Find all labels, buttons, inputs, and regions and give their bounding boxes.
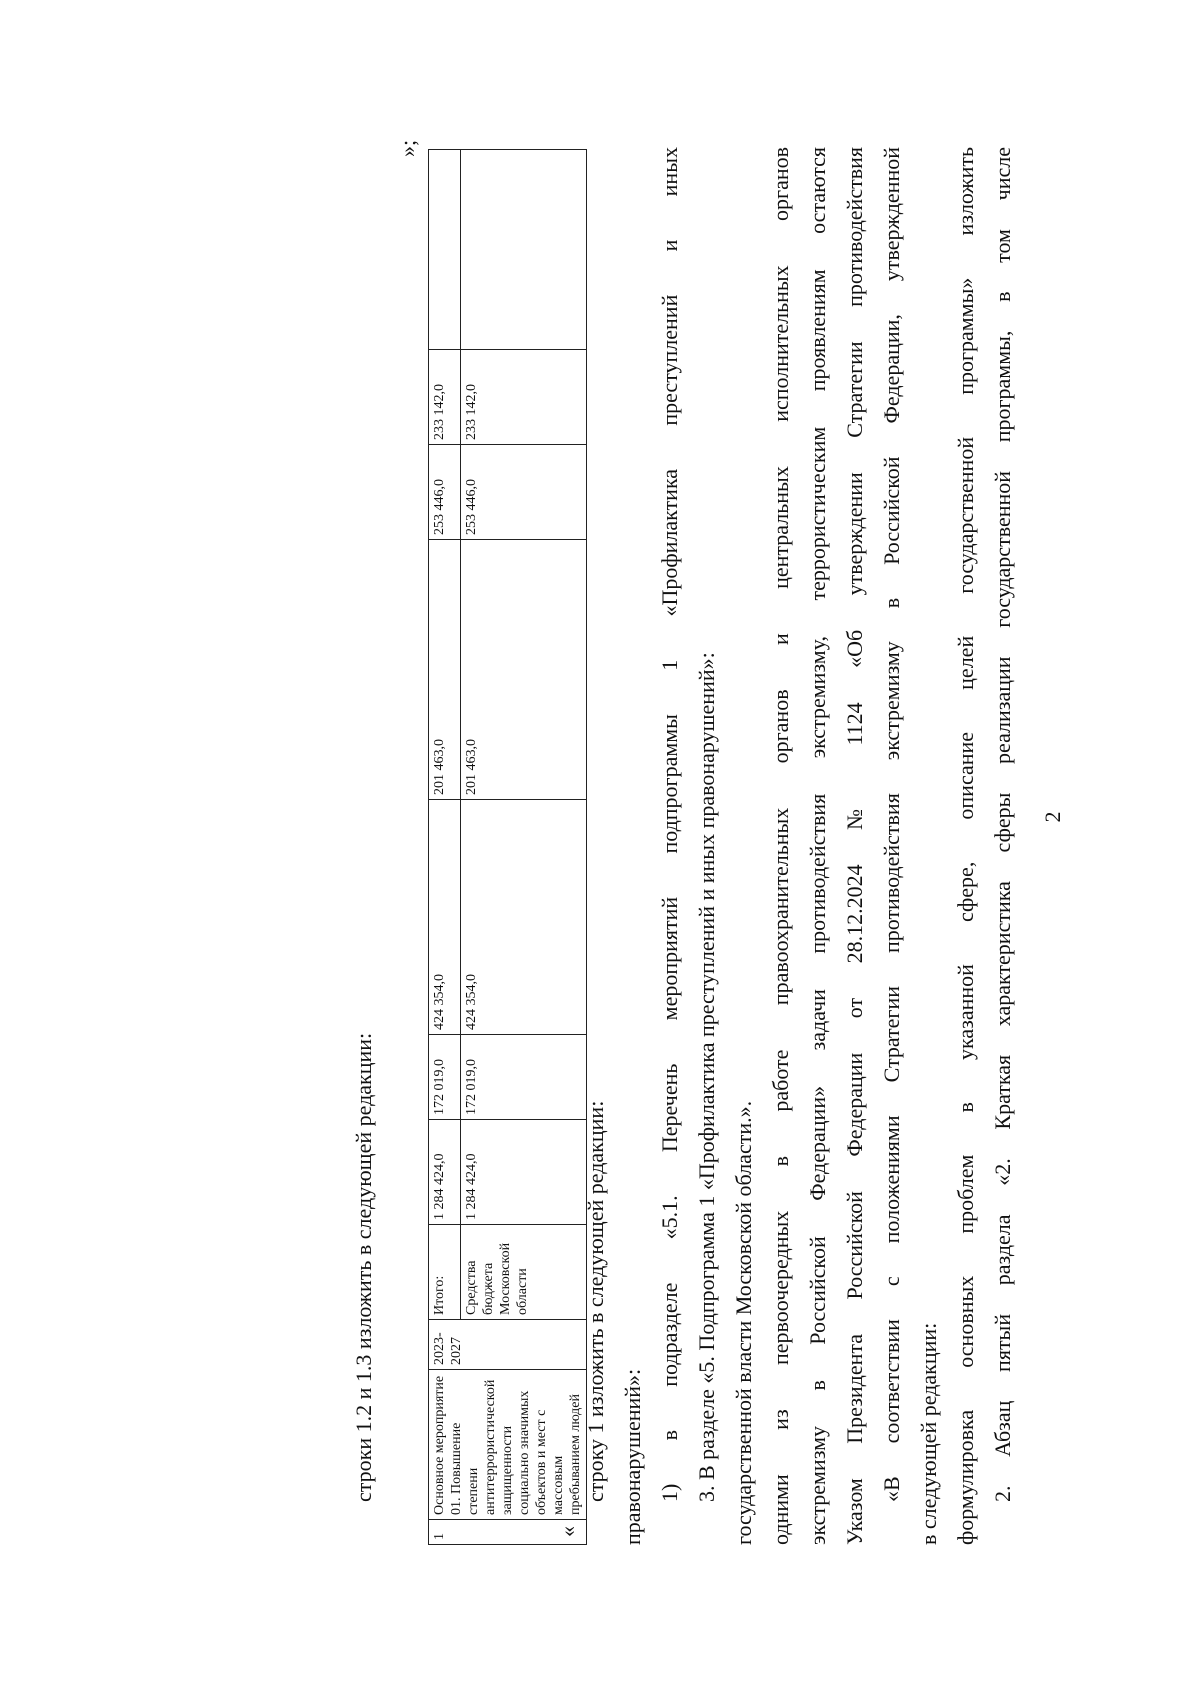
paragraph-2-line-1: 2. Абзац пятый раздела «2. Краткая характеристика сферы реализации государственной программы, в том числе — [990, 147, 1015, 1502]
total-value-all: 1 284 424,0 — [429, 1120, 461, 1225]
row-number: 1 — [429, 1520, 587, 1545]
total-value-2026: 253 446,0 — [429, 445, 461, 540]
budget-label: Средства бюджета Московской области — [461, 1225, 587, 1320]
budget-value-2027: 233 142,0 — [461, 350, 587, 445]
closing-quote: »; — [395, 139, 420, 157]
row-1-instruction: строку 1 изложить в следующей редакции: — [583, 1100, 608, 1502]
paragraph-3-line-1: 3. В разделе «5. Подпрограмма 1 «Профилактика преступлений и иных правонарушений»: — [694, 652, 719, 1502]
budget-value-2025: 201 463,0 — [461, 540, 587, 800]
period: 2023-2027 — [429, 1320, 587, 1370]
quote-paragraph-line-5: государственной власти Московской области.». — [731, 1100, 756, 1545]
budget-value-all: 1 284 424,0 — [461, 1120, 587, 1225]
opening-quote: « — [555, 1526, 580, 1537]
measure-name: Основное мероприятие 01. Повышение степени антитеррористической защищенности социально значимых объектов и мест с массовым пребыванием людей — [429, 1370, 587, 1520]
total-value-2024: 424 354,0 — [429, 800, 461, 1035]
subparagraph-1-line-2: правонарушений»: — [620, 1368, 645, 1545]
page-number: 2 — [1040, 811, 1065, 823]
rows-1-2-1-3-instruction: строки 1.2 и 1.3 изложить в следующей редакции: — [351, 1032, 376, 1502]
paragraph-2-line-3: в следующей редакции: — [916, 1322, 941, 1545]
paragraph-2-line-2: формулировка основных проблем в указанной сфере, описание целей государственной программы» изложить — [953, 147, 978, 1545]
total-label: Итого: — [429, 1225, 461, 1320]
budget-value-2023: 172 019,0 — [461, 1035, 587, 1120]
budget-value-2024: 424 354,0 — [461, 800, 587, 1035]
quote-paragraph-line-4: одними из первоочередных в работе правоохранительных органов и центральных исполнительных органов — [768, 147, 793, 1545]
subparagraph-1-line-1: 1) в подразделе «5.1. Перечень мероприятий подпрограммы 1 «Профилактика преступлений и иных — [657, 147, 682, 1502]
total-value-2023: 172 019,0 — [429, 1035, 461, 1120]
empty-cell — [429, 150, 461, 350]
quote-paragraph-line-1: «В соответствии с положениями Стратегии противодействия экстремизму в Российской Федерации, утвержденной — [879, 147, 904, 1502]
quote-paragraph-line-2: Указом Президента Российской Федерации от 28.12.2024 № 1124 «Об утверждении Стратегии противодействия — [842, 147, 867, 1545]
measures-table — [428, 149, 587, 1545]
total-value-2027: 233 142,0 — [429, 350, 461, 445]
quote-paragraph-line-3: экстремизму в Российской Федерации» задачи противодействия экстремизму, террористическим проявлениям остаются — [805, 147, 830, 1545]
total-value-2025: 201 463,0 — [429, 540, 461, 800]
budget-value-2026: 253 446,0 — [461, 445, 587, 540]
empty-cell — [461, 150, 587, 350]
table-row — [429, 150, 461, 1545]
